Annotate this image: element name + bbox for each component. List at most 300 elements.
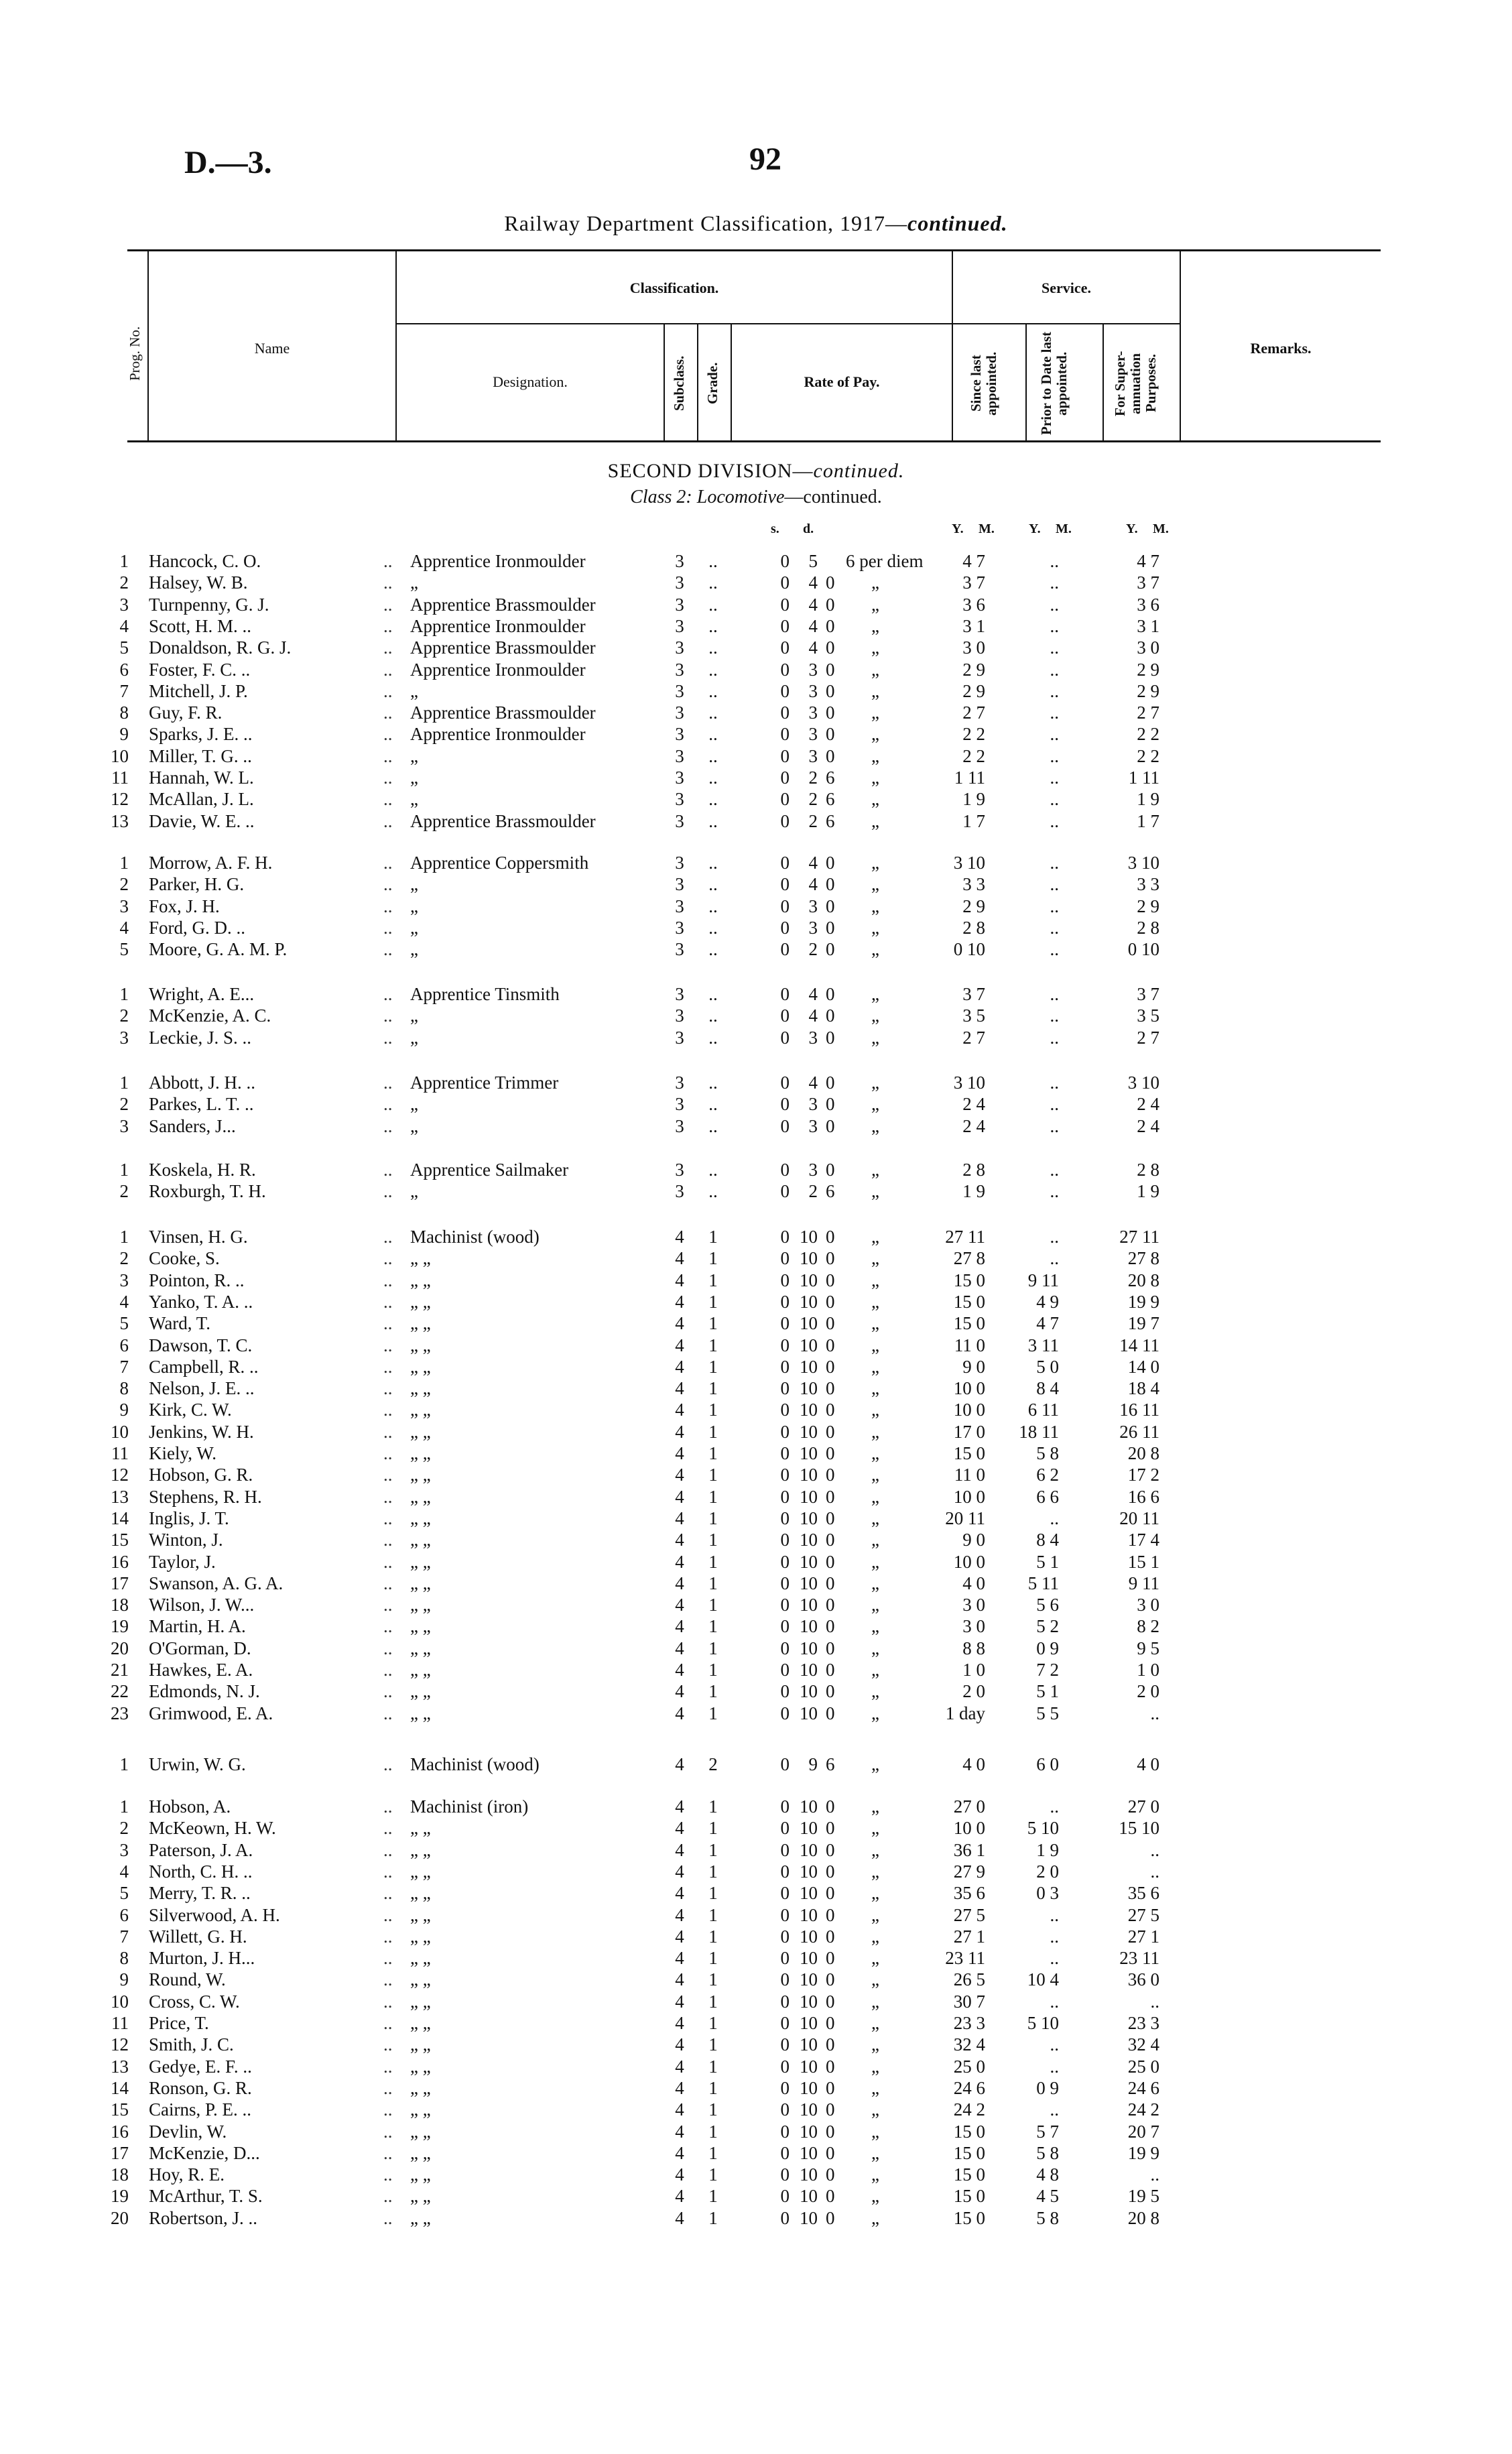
cell-prior-to: 6 2 <box>1036 1465 1059 1485</box>
cell-subclass: 4 <box>675 2142 684 2163</box>
cell-name: Fox, J. H. <box>149 896 220 916</box>
ditto-mark: „ <box>871 789 879 810</box>
cell-designation: Apprentice Ironmoulder <box>410 551 586 571</box>
cell-for-super: 9 5 <box>1137 1638 1159 1658</box>
leader-dots: .. <box>383 874 393 895</box>
cell-designation: „ „ <box>410 1681 431 1702</box>
header-top-rule <box>127 249 1381 251</box>
cell-grade: .. <box>708 1115 718 1136</box>
cell-pay-pence: 10 <box>800 2099 818 2120</box>
cell-pay-shillings: 0 <box>780 1926 790 1947</box>
class-label: Class 2: <box>630 487 692 507</box>
leader-dots: .. <box>383 1027 393 1048</box>
cell-prog-no: 9 <box>119 1969 129 1990</box>
cell-subclass: 3 <box>675 896 684 916</box>
cell-for-super: 3 7 <box>1137 572 1159 593</box>
cell-for-super: 32 4 <box>1127 2034 1159 2055</box>
leader-dots: .. <box>383 1094 393 1115</box>
cell-for-super: 20 7 <box>1127 2121 1159 2142</box>
cell-for-super: 4 0 <box>1137 1754 1159 1774</box>
cell-pay-shillings: 0 <box>780 1094 790 1115</box>
cell-since-last: 1 9 <box>962 1181 985 1202</box>
cell-pay-pence: 10 <box>800 1926 818 1947</box>
cell-grade: 1 <box>708 1465 718 1485</box>
leader-dots: .. <box>383 1573 393 1593</box>
cell-grade: 1 <box>708 1818 718 1839</box>
cell-pay-pence: 10 <box>800 1270 818 1290</box>
cell-prog-no: 1 <box>119 551 129 571</box>
cell-grade: 1 <box>708 1969 718 1990</box>
ditto-mark: „ <box>871 1270 879 1290</box>
cell-subclass: 4 <box>675 2099 684 2120</box>
cell-prior-to: .. <box>1050 680 1059 701</box>
cell-prior-to: .. <box>1050 1227 1059 1247</box>
col-classification: Classification. <box>629 280 719 296</box>
cell-pay-shillings: 0 <box>780 1160 790 1180</box>
cell-grade: 1 <box>708 1926 718 1947</box>
ditto-mark: „ <box>871 1508 879 1528</box>
cell-pay-shillings: 0 <box>780 2056 790 2077</box>
cell-subclass: 4 <box>675 1948 684 1969</box>
cell-pay-extra: 0 <box>826 1443 835 1463</box>
cell-subclass: 4 <box>675 2056 684 2077</box>
cell-grade: 1 <box>708 1378 718 1399</box>
cell-pay-shillings: 0 <box>780 2077 790 2098</box>
cell-designation: „ „ <box>410 2121 431 2142</box>
cell-pay-shillings: 0 <box>780 1796 790 1817</box>
table-row <box>0 1443 1512 1463</box>
leader-dots: .. <box>383 1160 393 1180</box>
cell-since-last: 27 0 <box>953 1796 985 1817</box>
cell-since-last: 3 7 <box>962 984 985 1004</box>
table-row <box>0 1378 1512 1398</box>
cell-prog-no: 2 <box>119 572 129 593</box>
table-row <box>0 1005 1512 1026</box>
cell-name: Smith, J. C. <box>149 2034 234 2055</box>
cell-designation: „ <box>410 1181 418 1202</box>
table-row <box>0 1313 1512 1333</box>
ditto-mark: „ <box>871 984 879 1004</box>
ditto-mark: „ <box>871 680 879 701</box>
cell-pay-extra: 0 <box>826 1335 835 1355</box>
cell-prog-no: 12 <box>111 2034 129 2055</box>
cell-grade: .. <box>708 984 718 1004</box>
cell-prior-to: .. <box>1050 984 1059 1004</box>
cell-prior-to: 5 1 <box>1036 1681 1059 1702</box>
ditto-mark: „ <box>871 1227 879 1247</box>
cell-grade: 1 <box>708 1291 718 1312</box>
cell-pay-pence: 10 <box>800 1703 818 1723</box>
table-row <box>0 2078 1512 2098</box>
table-row <box>0 1094 1512 1114</box>
cell-pay-extra: 0 <box>826 1227 835 1247</box>
cell-prior-to: .. <box>1050 768 1059 788</box>
cell-name: Turnpenny, G. J. <box>149 594 269 615</box>
table-row <box>0 1840 1512 1860</box>
leader-dots: .. <box>383 1421 393 1442</box>
cell-pay-pence: 10 <box>800 2142 818 2163</box>
cell-since-last: 27 9 <box>953 1861 985 1882</box>
cell-grade: 1 <box>708 1551 718 1572</box>
cell-designation: „ „ <box>410 1291 431 1312</box>
leader-dots: .. <box>383 1948 393 1969</box>
ditto-mark: „ <box>871 1703 879 1723</box>
cell-for-super: 3 10 <box>1127 1072 1159 1093</box>
cell-designation: „ „ <box>410 1818 431 1839</box>
cell-prog-no: 1 <box>119 1072 129 1093</box>
cell-for-super: 1 0 <box>1137 1660 1159 1680</box>
cell-subclass: 3 <box>675 702 684 723</box>
cell-name: Edmonds, N. J. <box>149 1681 260 1702</box>
cell-prior-to: .. <box>1050 1072 1059 1093</box>
table-row <box>0 1754 1512 1774</box>
cell-pay-pence: 10 <box>800 2034 818 2055</box>
cell-designation: „ <box>410 789 418 810</box>
cell-pay-extra: 0 <box>826 1508 835 1528</box>
leader-dots: .. <box>383 2034 393 2055</box>
cell-designation: „ „ <box>410 2207 431 2228</box>
ditto-mark: „ <box>871 2164 879 2185</box>
cell-pay-extra: 0 <box>826 724 835 745</box>
cell-subclass: 3 <box>675 637 684 658</box>
cell-prior-to: 4 8 <box>1036 2164 1059 2185</box>
leader-dots: .. <box>383 2121 393 2142</box>
cell-prior-to: 6 0 <box>1036 1754 1059 1774</box>
cell-pay-extra: 0 <box>826 1703 835 1723</box>
ditto-mark: „ <box>871 917 879 938</box>
cell-for-super: 2 7 <box>1137 1027 1159 1048</box>
cell-grade: .. <box>708 1160 718 1180</box>
cell-prog-no: 17 <box>111 1573 129 1593</box>
cell-pay-pence: 4 <box>808 984 818 1004</box>
cell-grade: 1 <box>708 1486 718 1507</box>
ditto-mark: „ <box>871 1754 879 1774</box>
cell-designation: „ „ <box>410 1595 431 1615</box>
cell-pay-extra: 0 <box>826 2099 835 2120</box>
cell-name: Devlin, W. <box>149 2121 227 2142</box>
cell-designation: „ „ <box>410 1991 431 2012</box>
cell-for-super: 4 7 <box>1137 551 1159 571</box>
cell-grade: 1 <box>708 1616 718 1637</box>
cell-grade: .. <box>708 680 718 701</box>
cell-since-last: 3 7 <box>962 572 985 593</box>
cell-prior-to: .. <box>1050 1027 1059 1048</box>
cell-grade: .. <box>708 810 718 831</box>
cell-for-super: 19 9 <box>1127 1291 1159 1312</box>
cell-name: Jenkins, W. H. <box>149 1421 254 1442</box>
cell-subclass: 3 <box>675 594 684 615</box>
cell-prog-no: 14 <box>111 2077 129 2098</box>
cell-grade: 1 <box>708 1703 718 1723</box>
cell-designation: „ „ <box>410 1465 431 1485</box>
cell-pay-extra: 0 <box>826 1115 835 1136</box>
cell-since-last: 20 11 <box>945 1508 985 1528</box>
cell-pay-shillings: 0 <box>780 1378 790 1399</box>
cell-for-super: .. <box>1150 2164 1159 2185</box>
table-row <box>0 1638 1512 1658</box>
cell-since-last: 35 6 <box>953 1883 985 1904</box>
cell-pay-shillings: 0 <box>780 1638 790 1658</box>
table-row <box>0 1552 1512 1572</box>
cell-name: Sparks, J. E. .. <box>149 724 253 745</box>
ditto-mark: „ <box>871 1883 879 1904</box>
cell-for-super: 2 9 <box>1137 659 1159 680</box>
cell-pay-extra: 0 <box>826 1796 835 1817</box>
table-row <box>0 1926 1512 1947</box>
ditto-mark: „ <box>871 1400 879 1420</box>
cell-for-super: 3 5 <box>1137 1005 1159 1026</box>
cell-pay-pence: 3 <box>808 680 818 701</box>
cell-pay-pence: 10 <box>800 1883 818 1904</box>
cell-name: Stephens, R. H. <box>149 1486 262 1507</box>
table-row <box>0 637 1512 658</box>
cell-subclass: 4 <box>675 2121 684 2142</box>
cell-prog-no: 14 <box>111 1508 129 1528</box>
cell-subclass: 4 <box>675 1378 684 1399</box>
col-subclass: Subclass. <box>671 355 687 412</box>
cell-designation: Apprentice Ironmoulder <box>410 724 586 745</box>
cell-designation: „ „ <box>410 1839 431 1860</box>
cell-prog-no: 3 <box>119 1115 129 1136</box>
cell-prior-to: 6 6 <box>1036 1486 1059 1507</box>
leader-dots: .. <box>383 1248 393 1269</box>
cell-pay-pence: 3 <box>808 659 818 680</box>
cell-for-super: 26 11 <box>1119 1421 1159 1442</box>
cell-pay-shillings: 0 <box>780 1270 790 1290</box>
cell-subclass: 4 <box>675 1638 684 1658</box>
cell-designation: Apprentice Ironmoulder <box>410 615 586 636</box>
cell-pay-extra: 0 <box>826 1616 835 1637</box>
cell-name: Martin, H. A. <box>149 1616 246 1637</box>
cell-pay-shillings: 0 <box>780 1660 790 1680</box>
leader-dots: .. <box>383 1465 393 1485</box>
cell-subclass: 4 <box>675 1818 684 1839</box>
cell-pay-pence: 10 <box>800 1818 818 1839</box>
cell-pay-pence: 10 <box>800 1508 818 1528</box>
sub-rule <box>395 323 1180 324</box>
ditto-mark: „ <box>871 1991 879 2012</box>
cell-name: Halsey, W. B. <box>149 572 248 593</box>
table-row <box>0 2186 1512 2206</box>
cell-designation: „ <box>410 680 418 701</box>
cell-since-last: 2 2 <box>962 724 985 745</box>
cell-designation: „ „ <box>410 1660 431 1680</box>
table-row <box>0 1905 1512 1925</box>
table-row <box>0 1616 1512 1636</box>
cell-prog-no: 17 <box>111 2142 129 2163</box>
cell-since-last: 3 10 <box>953 1072 985 1093</box>
ditto-mark: „ <box>871 768 879 788</box>
cell-since-last: 2 9 <box>962 896 985 916</box>
cell-since-last: 27 5 <box>953 1904 985 1925</box>
cell-pay-extra: 0 <box>826 1991 835 2012</box>
cell-pay-extra: 0 <box>826 1638 835 1658</box>
cell-prior-to: 5 10 <box>1027 2013 1059 2033</box>
cell-designation: „ „ <box>410 1551 431 1572</box>
cell-name: Hoy, R. E. <box>149 2164 225 2185</box>
cell-pay-pence: 5 <box>808 551 818 571</box>
unit-shillings: s. <box>771 522 779 536</box>
cell-prog-no: 7 <box>119 1926 129 1947</box>
cell-pay-shillings: 0 <box>780 1616 790 1637</box>
cell-name: Ronson, G. R. <box>149 2077 252 2098</box>
cell-name: Pointon, R. .. <box>149 1270 245 1290</box>
cell-prog-no: 20 <box>111 2207 129 2228</box>
cell-pay-shillings: 0 <box>780 1443 790 1463</box>
cell-for-super: 16 11 <box>1119 1400 1159 1420</box>
ditto-mark: „ <box>871 637 879 658</box>
cell-since-last: 2 8 <box>962 917 985 938</box>
ditto-mark: „ <box>871 1072 879 1093</box>
leader-dots: .. <box>383 1313 393 1334</box>
cell-pay-extra: 0 <box>826 853 835 873</box>
cell-prog-no: 10 <box>111 1991 129 2012</box>
ditto-mark: „ <box>871 615 879 636</box>
ditto-mark: „ <box>871 1115 879 1136</box>
cell-subclass: 4 <box>675 1991 684 2012</box>
cell-pay-pence: 10 <box>800 1227 818 1247</box>
cell-since-last: 15 0 <box>953 2142 985 2163</box>
cell-pay-shillings: 0 <box>780 1573 790 1593</box>
cell-pay-shillings: 0 <box>780 768 790 788</box>
cell-designation: „ „ <box>410 1508 431 1528</box>
cell-name: Yanko, T. A. .. <box>149 1291 253 1312</box>
cell-grade: 1 <box>708 2077 718 2098</box>
cell-designation: „ „ <box>410 1703 431 1723</box>
cell-for-super: 23 3 <box>1127 2013 1159 2033</box>
cell-name: McKenzie, D... <box>149 2142 260 2163</box>
cell-prior-to: .. <box>1050 939 1059 960</box>
cell-pay-shillings: 0 <box>780 1883 790 1904</box>
division-name: SECOND DIVISION— <box>607 460 814 482</box>
cell-pay-pence: 10 <box>800 1400 818 1420</box>
cell-name: Winton, J. <box>149 1530 223 1550</box>
leader-dots: .. <box>383 1530 393 1550</box>
table-row <box>0 724 1512 744</box>
cell-designation: „ „ <box>410 1616 431 1637</box>
cell-name: Scott, H. M. .. <box>149 615 252 636</box>
cell-pay-pence: 10 <box>800 1638 818 1658</box>
cell-grade: 1 <box>708 1991 718 2012</box>
cell-for-super: 24 6 <box>1127 2077 1159 2098</box>
ditto-mark: „ <box>871 2077 879 2098</box>
leader-dots: .. <box>383 1508 393 1528</box>
cell-pay-pence: 10 <box>800 1313 818 1334</box>
table-row <box>0 1357 1512 1377</box>
cell-designation: „ <box>410 1027 418 1048</box>
cell-prior-to: .. <box>1050 2034 1059 2055</box>
cell-pay-extra: 0 <box>826 1160 835 1180</box>
cell-since-last: 27 1 <box>953 1926 985 1947</box>
cell-for-super: 2 4 <box>1137 1094 1159 1115</box>
table-row <box>0 702 1512 723</box>
cell-pay-pence: 4 <box>808 572 818 593</box>
ditto-mark: „ <box>871 853 879 873</box>
cell-prog-no: 18 <box>111 2164 129 2185</box>
cell-designation: Apprentice Coppersmith <box>410 853 589 873</box>
ditto-mark: „ <box>871 1796 879 1817</box>
cell-since-last: 4 0 <box>962 1573 985 1593</box>
cell-since-last: 11 0 <box>954 1465 985 1485</box>
col-rate-of-pay: Rate of Pay. <box>804 373 880 390</box>
cell-pay-shillings: 0 <box>780 1530 790 1550</box>
cell-pay-shillings: 0 <box>780 1948 790 1969</box>
cell-name: O'Gorman, D. <box>149 1638 251 1658</box>
table-row <box>0 811 1512 831</box>
cell-pay-shillings: 0 <box>780 939 790 960</box>
cell-pay-extra: 0 <box>826 1248 835 1269</box>
cell-pay-shillings: 0 <box>780 1356 790 1377</box>
cell-designation: Apprentice Ironmoulder <box>410 659 586 680</box>
table-row <box>0 551 1512 571</box>
ditto-mark: „ <box>871 1660 879 1680</box>
cell-prior-to: 5 0 <box>1036 1356 1059 1377</box>
leader-dots: .. <box>383 1754 393 1774</box>
cell-pay-extra: 0 <box>826 939 835 960</box>
cell-prog-no: 19 <box>111 1616 129 1637</box>
cell-prog-no: 2 <box>119 1818 129 1839</box>
cell-pay-extra: 0 <box>826 680 835 701</box>
cell-prior-to: .. <box>1050 874 1059 895</box>
cell-subclass: 4 <box>675 1356 684 1377</box>
cell-name: Parkes, L. T. .. <box>149 1094 254 1115</box>
cell-name: Roxburgh, T. H. <box>149 1181 266 1202</box>
cell-prog-no: 15 <box>111 1530 129 1550</box>
leader-dots: .. <box>383 1335 393 1355</box>
cell-designation: „ „ <box>410 1486 431 1507</box>
cell-pay-extra: 0 <box>826 917 835 938</box>
cell-pay-shillings: 0 <box>780 1115 790 1136</box>
cell-since-last: 10 0 <box>953 1378 985 1399</box>
leader-dots: .. <box>383 1861 393 1882</box>
cell-name: Campbell, R. .. <box>149 1356 259 1377</box>
cell-name: Sanders, J... <box>149 1115 236 1136</box>
cell-prog-no: 5 <box>119 637 129 658</box>
cell-subclass: 3 <box>675 745 684 766</box>
cell-since-last: 2 4 <box>962 1115 985 1136</box>
cell-subclass: 4 <box>675 1508 684 1528</box>
cell-prog-no: 13 <box>111 2056 129 2077</box>
cell-pay-pence: 10 <box>800 1861 818 1882</box>
table-row <box>0 572 1512 593</box>
cell-subclass: 4 <box>675 1313 684 1334</box>
cell-grade: 1 <box>708 2099 718 2120</box>
cell-pay-pence: 10 <box>800 1530 818 1550</box>
cell-pay-pence: 10 <box>800 2164 818 2185</box>
leader-dots: .. <box>383 917 393 938</box>
cell-designation: „ „ <box>410 1861 431 1882</box>
cell-pay-pence: 10 <box>800 1551 818 1572</box>
cell-subclass: 4 <box>675 1465 684 1485</box>
cell-prog-no: 16 <box>111 2121 129 2142</box>
cell-grade: .. <box>708 1181 718 1202</box>
cell-prior-to: 0 9 <box>1036 2077 1059 2098</box>
ditto-mark: „ <box>871 702 879 723</box>
cell-for-super: 15 1 <box>1127 1551 1159 1572</box>
cell-subclass: 4 <box>675 1616 684 1637</box>
cell-pay-extra: 0 <box>826 1948 835 1969</box>
cell-pay-pence: 10 <box>800 2056 818 2077</box>
cell-pay-extra: 0 <box>826 594 835 615</box>
leader-dots: .. <box>383 810 393 831</box>
cell-pay-shillings: 0 <box>780 615 790 636</box>
leader-dots: .. <box>383 2077 393 2098</box>
cell-pay-extra: 0 <box>826 1861 835 1882</box>
cell-grade: .. <box>708 637 718 658</box>
cell-prog-no: 4 <box>119 615 129 636</box>
cell-designation: „ „ <box>410 1573 431 1593</box>
cell-designation: „ „ <box>410 1530 431 1550</box>
